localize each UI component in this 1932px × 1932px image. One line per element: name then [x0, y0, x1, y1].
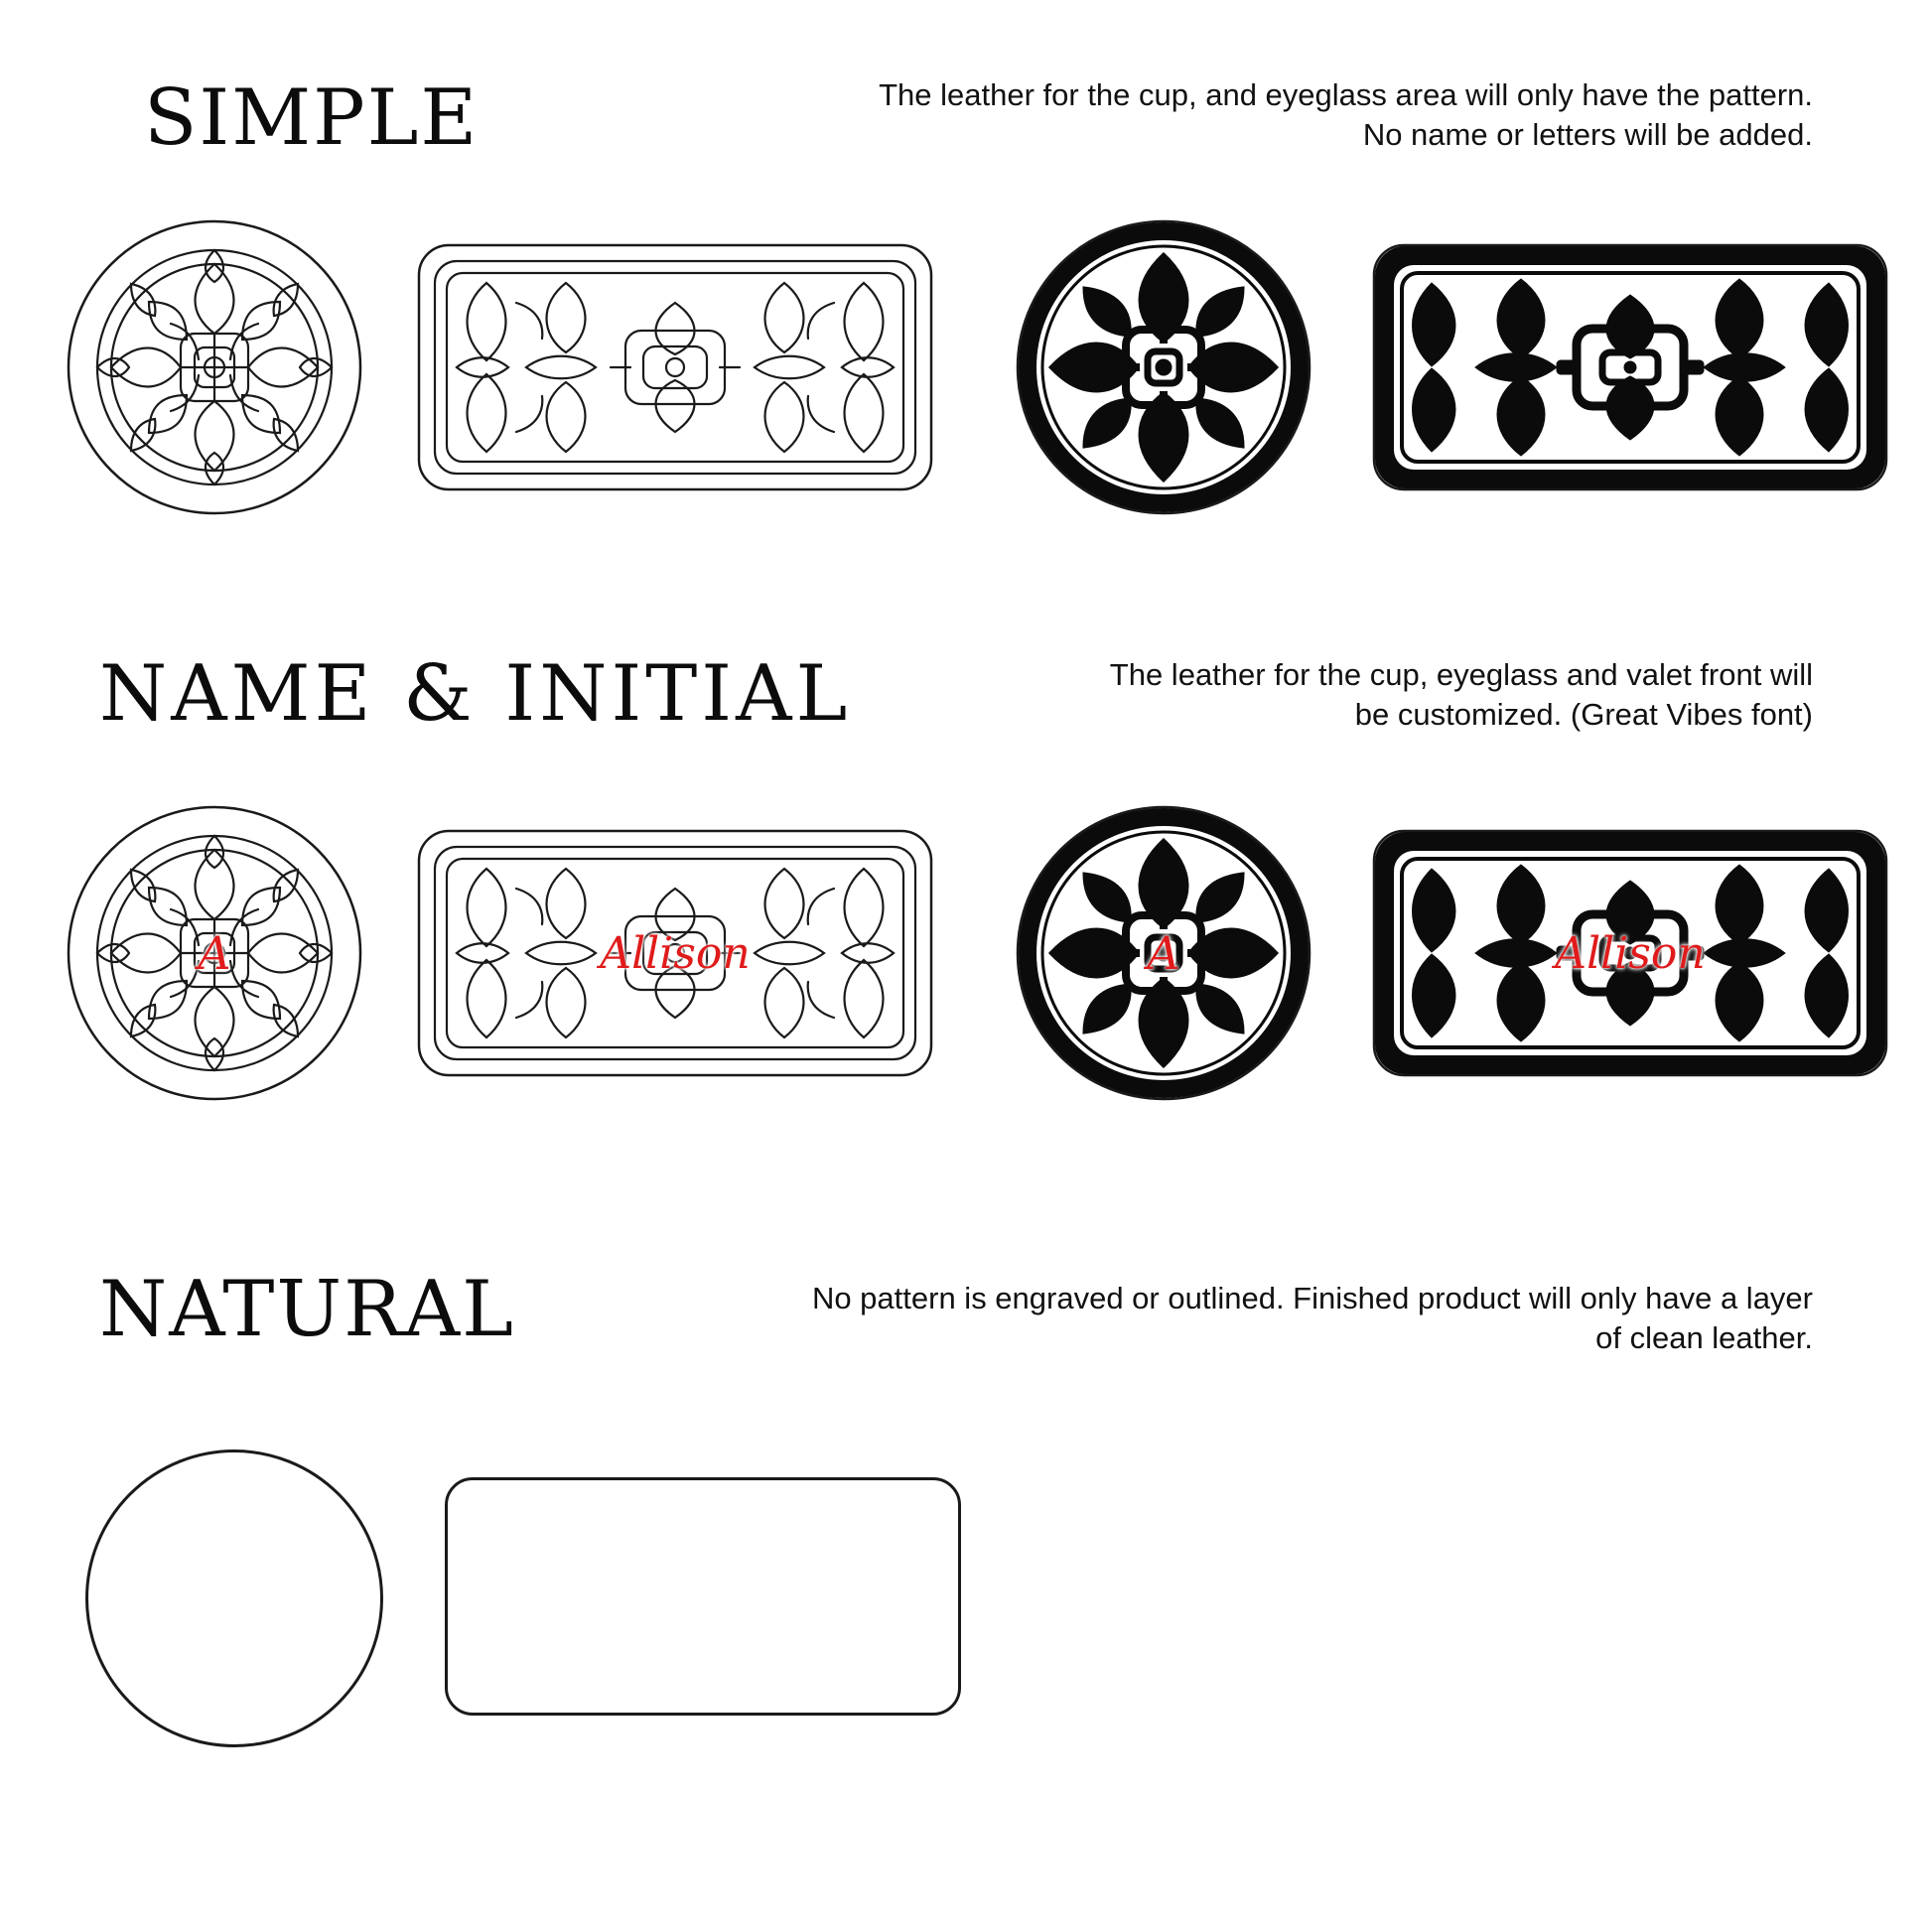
coaster-outline-initial[interactable] — [66, 804, 363, 1102]
section-simple — [0, 60, 1932, 655]
section-natural-header — [0, 1261, 1932, 1400]
section-natural-title: NATURAL — [99, 1265, 515, 1354]
valet-filled[interactable] — [1372, 243, 1888, 491]
section-name-initial-note: The leather for the cup, eyeglass and valet front will be customized. (Great Vibes font) — [1109, 657, 1813, 733]
section-simple-tiles — [0, 218, 1932, 536]
valet-filled-name[interactable] — [1372, 829, 1888, 1077]
coaster-filled-initial[interactable] — [1015, 804, 1312, 1102]
coaster-filled[interactable] — [1015, 218, 1312, 516]
section-natural-tiles — [0, 1449, 1932, 1747]
section-name-initial-header — [0, 645, 1932, 784]
section-natural-note: No pattern is engraved or outlined. Finished product will only have a layer of clean leather. — [811, 1281, 1813, 1356]
monogram-initial-dark-text: A — [1147, 926, 1180, 980]
monogram-initial-text: A — [198, 926, 231, 980]
section-simple-title: SIMPLE — [144, 73, 480, 163]
section-simple-header — [0, 60, 1932, 199]
valet-outline[interactable] — [417, 243, 933, 491]
coaster-outline[interactable] — [66, 218, 363, 516]
monogram-name-text: Allison — [600, 927, 751, 979]
section-name-initial — [0, 645, 1932, 1281]
section-name-initial-title: NAME & INITIAL — [99, 649, 852, 739]
section-natural — [0, 1261, 1932, 1916]
valet-outline-name[interactable] — [417, 829, 933, 1077]
section-name-initial-tiles — [0, 804, 1932, 1122]
valet-plain[interactable] — [445, 1477, 961, 1716]
coaster-plain[interactable] — [85, 1449, 383, 1747]
section-simple-note: The leather for the cup, and eyeglass area will only have the pattern. No name or letters will be added. — [879, 77, 1813, 153]
monogram-name-dark-text: Allison — [1555, 927, 1706, 979]
